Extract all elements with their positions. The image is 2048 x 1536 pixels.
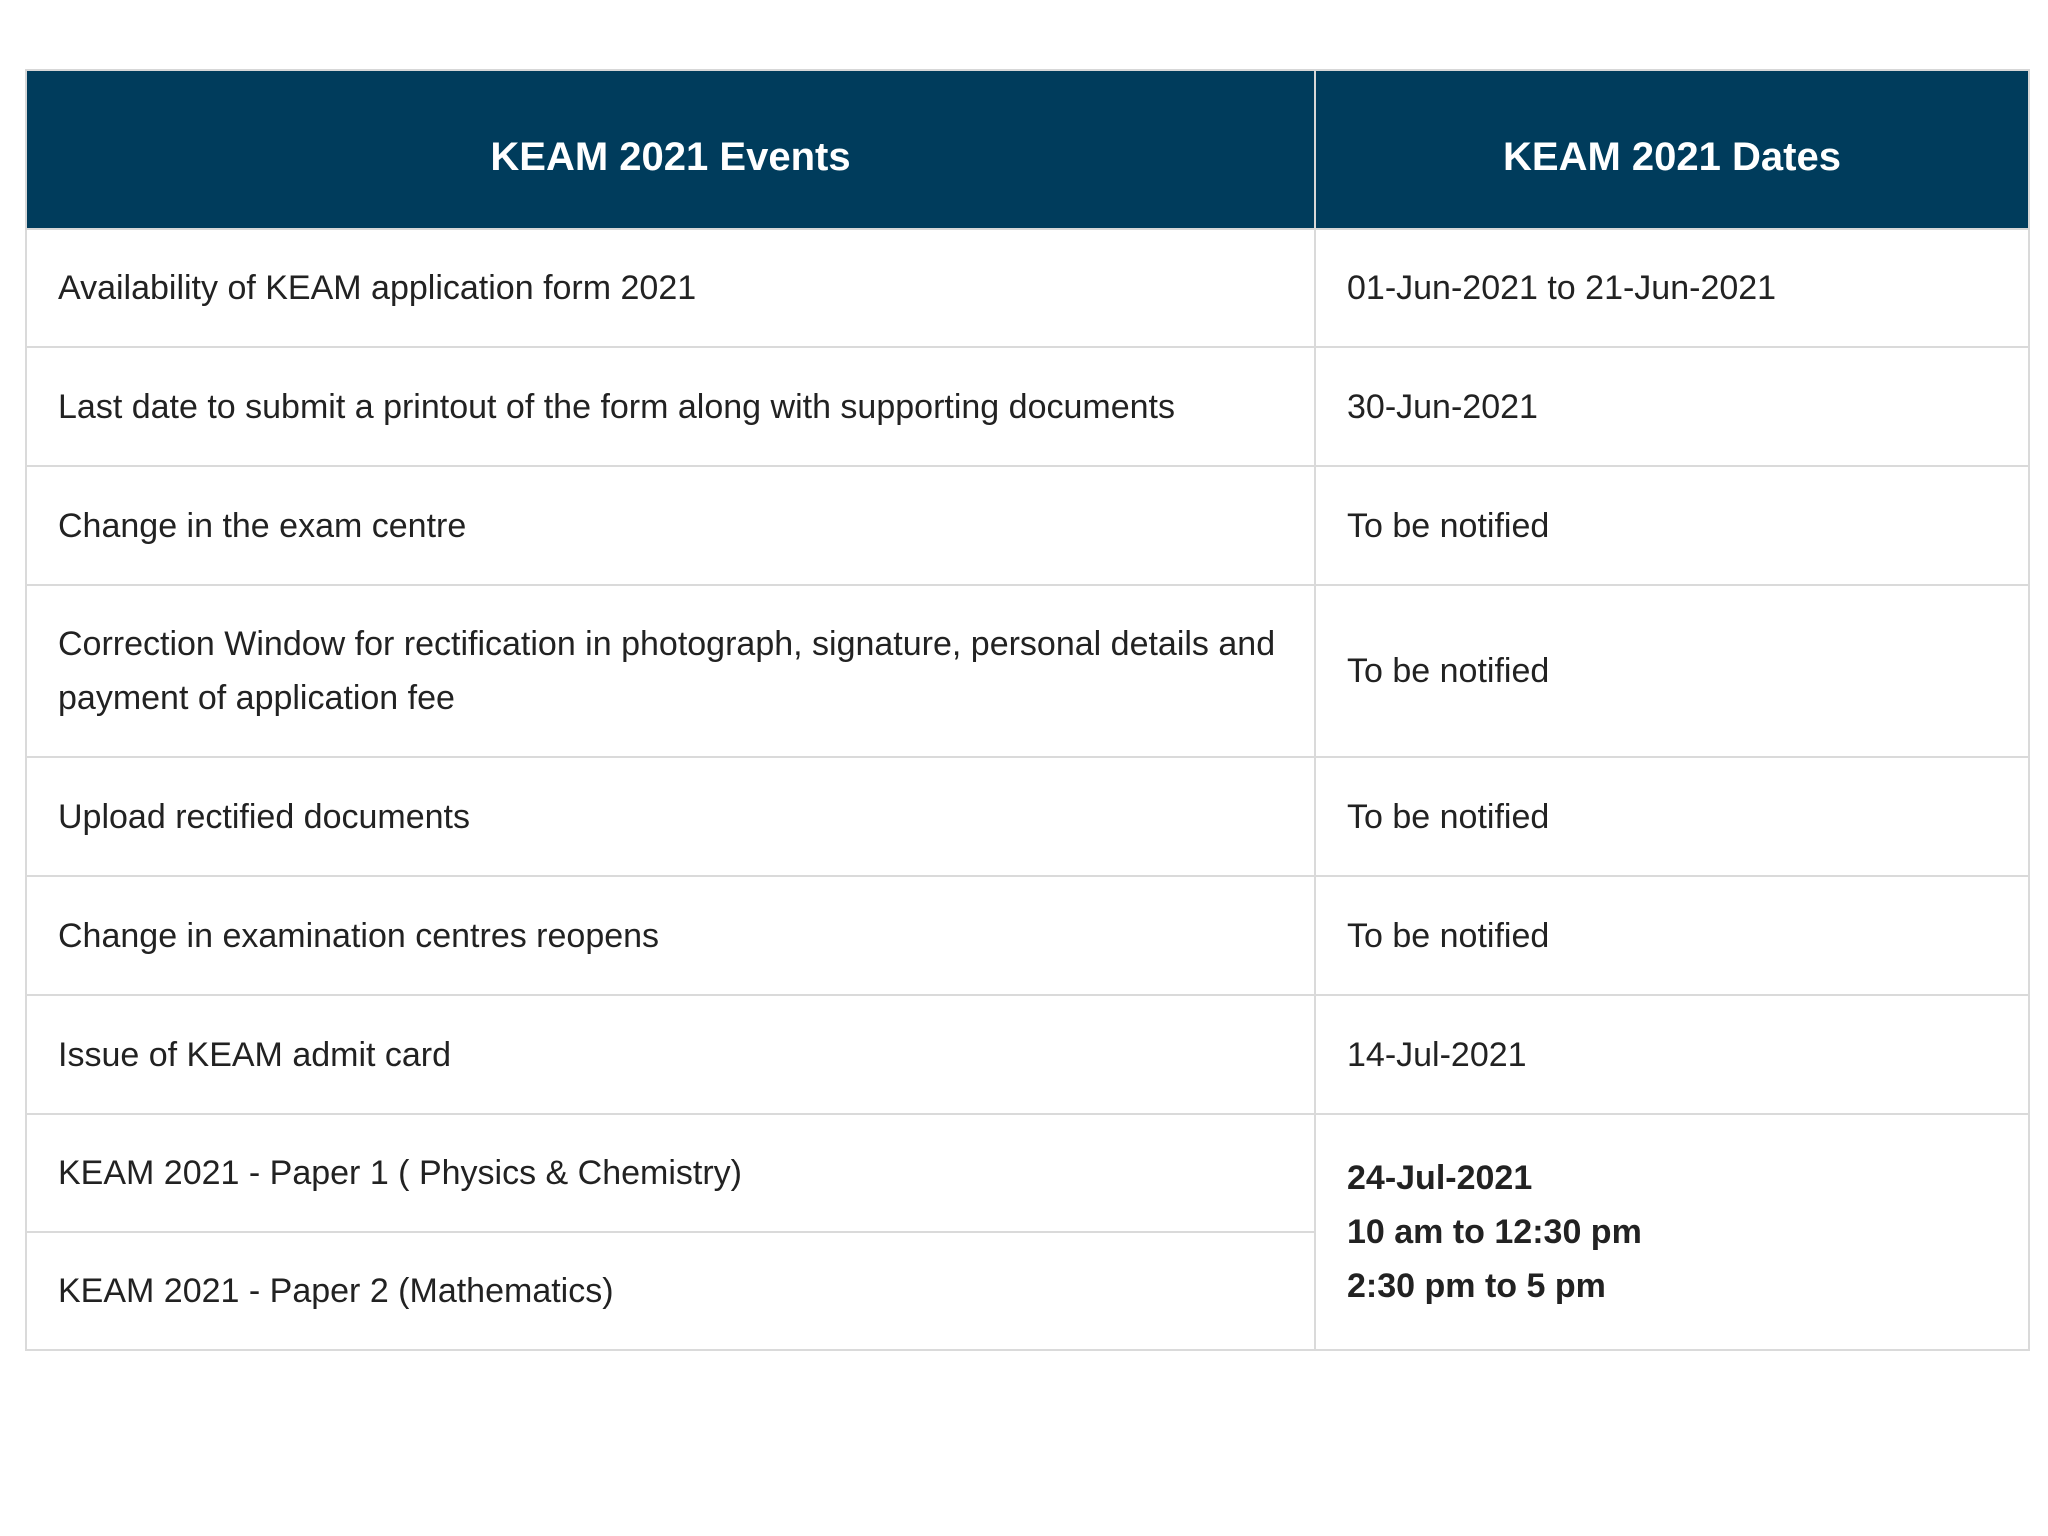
exam-schedule-cell [1315, 1114, 2029, 1350]
date-cell: 30-Jun-2021 [1315, 347, 2029, 466]
table-row [26, 757, 2029, 876]
event-cell: Correction Window for rectification in photograph, signature, personal details and payment of application fee [26, 585, 1315, 757]
table-row [26, 229, 2029, 347]
paper1-event-cell: KEAM 2021 - Paper 1 ( Physics & Chemistry) [26, 1114, 1315, 1232]
date-cell: To be notified [1315, 876, 2029, 995]
date-cell: 01-Jun-2021 to 21-Jun-2021 [1315, 229, 2029, 347]
exam-date: 24-Jul-2021 [1347, 1159, 1533, 1197]
table-row [26, 1114, 2029, 1232]
date-cell: To be notified [1315, 757, 2029, 876]
dates-column-header: KEAM 2021 Dates [1315, 70, 2029, 229]
keam-schedule-table [25, 69, 2030, 1351]
event-cell: Upload rectified documents [26, 757, 1315, 876]
table-row [26, 466, 2029, 585]
event-cell: Change in examination centres reopens [26, 876, 1315, 995]
table-row [26, 585, 2029, 757]
paper2-time: 2:30 pm to 5 pm [1347, 1267, 1606, 1305]
date-cell: To be notified [1315, 466, 2029, 585]
date-cell: 14-Jul-2021 [1315, 995, 2029, 1114]
date-cell: To be notified [1315, 585, 2029, 757]
event-cell: Last date to submit a printout of the form along with supporting documents [26, 347, 1315, 466]
table-row [26, 876, 2029, 995]
table-row [26, 995, 2029, 1114]
table-row [26, 347, 2029, 466]
event-cell: Availability of KEAM application form 2021 [26, 229, 1315, 347]
events-column-header: KEAM 2021 Events [26, 70, 1315, 229]
paper1-time: 10 am to 12:30 pm [1347, 1213, 1642, 1251]
table-header-row [26, 70, 2029, 229]
event-cell: Issue of KEAM admit card [26, 995, 1315, 1114]
event-cell: Change in the exam centre [26, 466, 1315, 585]
paper2-event-cell: KEAM 2021 - Paper 2 (Mathematics) [26, 1232, 1315, 1350]
